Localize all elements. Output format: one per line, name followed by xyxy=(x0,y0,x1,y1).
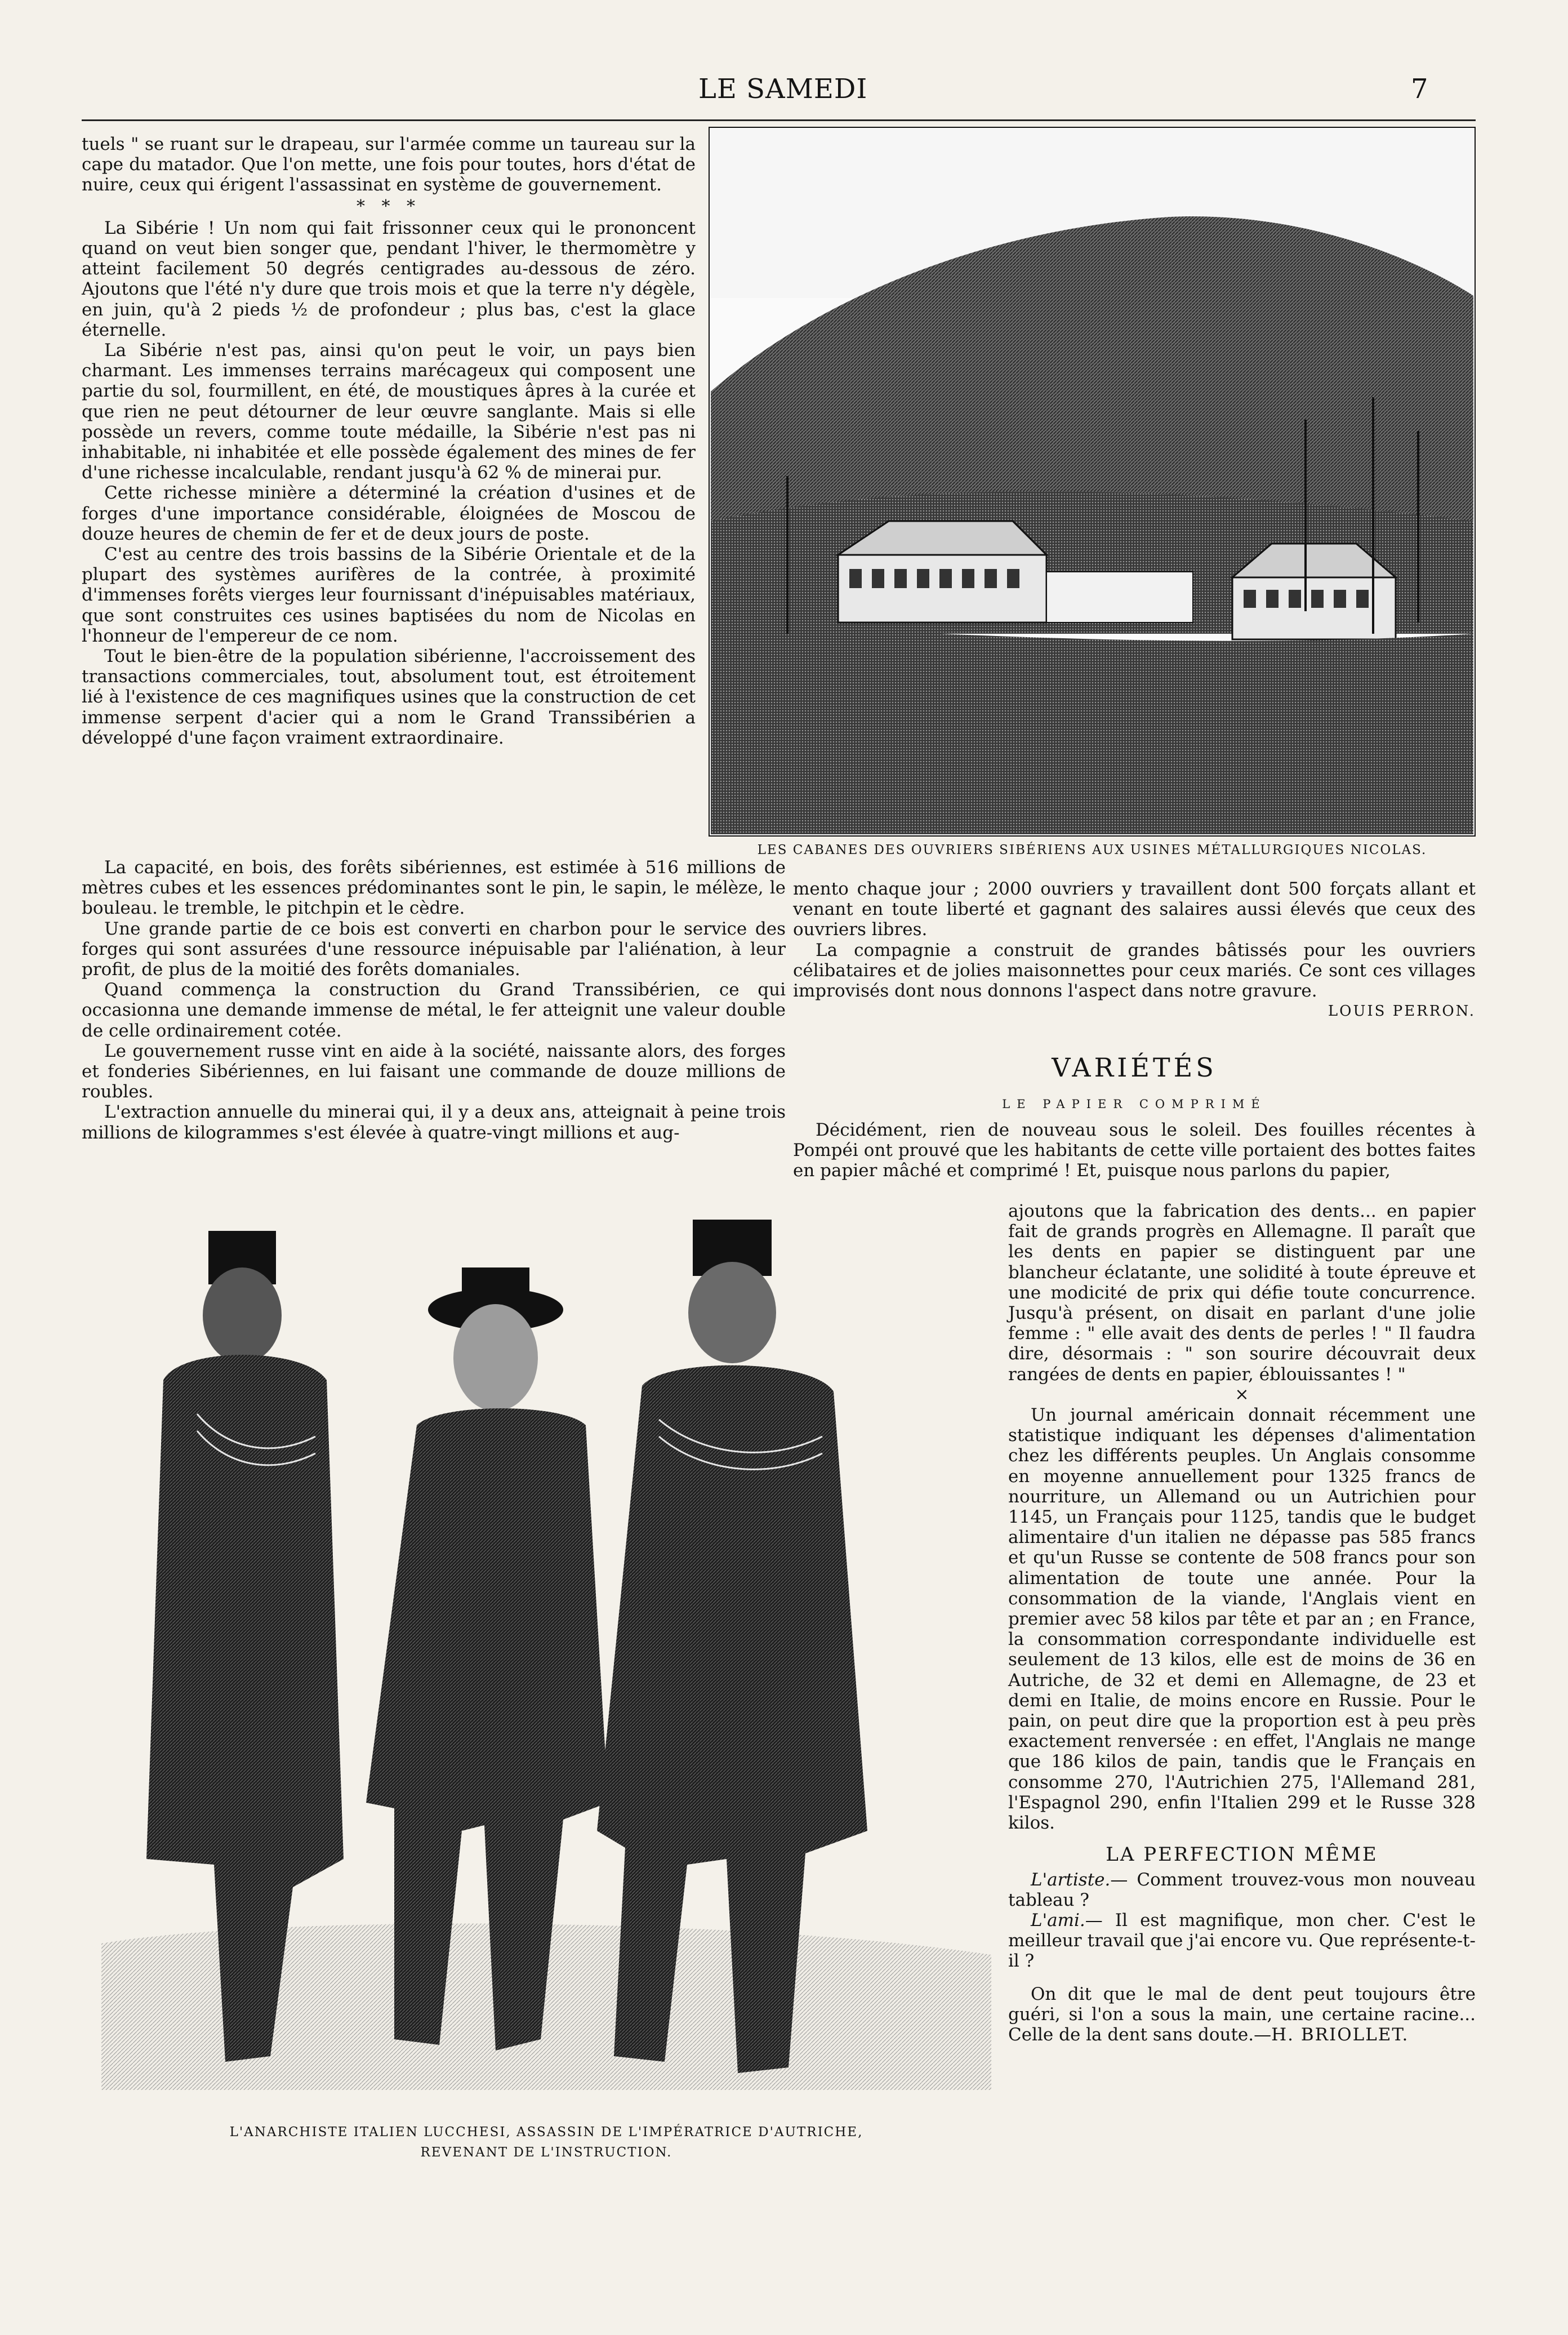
figure-bottom-caption-line1: L'ANARCHISTE ITALIEN LUCCHESI, ASSASSIN DE L'IMPÉRATRICE D'AUTRICHE, xyxy=(229,2125,863,2140)
dialogue-line-friend xyxy=(1008,1910,1476,1972)
section-subtitle-papier: LE PAPIER COMPRIMÉ xyxy=(1002,1097,1267,1111)
paragraph: La Sibérie n'est pas, ainsi qu'on peut le voir, un pays bien charmant. Les immenses terrains marécageux qui composent une partie du sol, fourmillent, en été, de moustiques âpres à la curée et que rien ne peut détourner de leur œuvre sanglante. Mais si elle possède un revers, comme toute médaille, la Sibérie n'est pas ni inhabitable, ni inhabitée et elle possède également des mines de fer d'une richesse incalculable, rendant jusqu'à 62 % de minerai pur. xyxy=(82,340,696,483)
closing-text: On dit que le mal de dent peut toujours être guéri, si l'on a sous la main, une certaine racine... Celle de la dent sans doute.— xyxy=(1008,1983,1476,2045)
section-separator: × xyxy=(1235,1384,1249,1404)
header-rule xyxy=(82,119,1476,121)
figure-bottom-caption-line2: REVENANT DE L'INSTRUCTION. xyxy=(420,2145,672,2160)
section-title-varietes: VARIÉTÉS xyxy=(1052,1052,1217,1083)
paragraph: ajoutons que la fabrication des dents... en papier fait de grands progrès en Allemagne. Il paraît que les dents en papier se distinguent par une blancheur éclatante, une solidité à toute épreuve et une modicité de prix qui défie toute concurrence. Jusqu'à présent, on disait en parlant d'une jolie femme : " elle avait des dents de perles ! " Il faudra dire, désormais : " son sourire découvrait deux rangées de dents en papier, éblouissantes ! " xyxy=(1008,1201,1476,1385)
cabin-right xyxy=(1232,544,1396,639)
paragraph: Le gouvernement russe vint en aide à la société, naissante alors, des forges et fonderies Sibériennes, en lui faisant une commande de douze millions de roubles. xyxy=(82,1040,786,1102)
varietes-intro xyxy=(793,1120,1476,1181)
right-column-lower xyxy=(1008,1201,1476,2045)
closing-signature: H. BRIOLLET. xyxy=(1271,2024,1409,2045)
paragraph: tuels " se ruant sur le drapeau, sur l'armée comme un taureau sur la cape du matador. Que l'on mette, une fois pour toutes, hors d'état de nuire, ceux qui érigent l'assassinat en système de gouvernement. xyxy=(82,134,696,195)
paragraph: Quand commença la construction du Grand Transsibérien, ce qui occasionna une demande immense de métal, le fer atteignit une valeur double de celle ordinairement cotée. xyxy=(82,980,786,1041)
dialogue-line-artist xyxy=(1008,1870,1476,1910)
paragraph: mento chaque jour ; 2000 ouvriers y travaillent dont 500 forçats allant et venant en toute liberté et gagnant des salaires aussi élevés que ceux des ouvriers libres. xyxy=(793,879,1476,940)
anarchist-engraving-image xyxy=(101,1211,991,2090)
masthead-title: LE SAMEDI xyxy=(698,73,868,105)
paragraph: La Sibérie ! Un nom qui fait frissonner ceux qui le prononcent quand on veut bien songer que, pendant l'hiver, le thermomètre y atteint facilement 50 degrés centigrades au-dessous de zéro. Ajoutons que l'été n'y dure que trois mois et que la terre n'y dégèle, en juin, qu'à 2 pieds ½ de profondeur ; plus bas, c'est la glace éternelle. xyxy=(82,217,696,340)
paragraph: L'extraction annuelle du minerai qui, il y a deux ans, atteignait à peine trois millions de kilogrammes s'est élevée à quatre-vingt millions et aug- xyxy=(82,1102,786,1143)
section-separator: * * * xyxy=(356,196,421,216)
speaker-label: L'ami. xyxy=(1031,1910,1085,1931)
page-number: 7 xyxy=(1411,73,1429,105)
speaker-label: L'artiste. xyxy=(1031,1869,1111,1890)
paragraph: Une grande partie de ce bois est converti en charbon pour le service des forges qui sont assurées d'une ressource inépuisable par l'aliénation, à leur profit, de plus de la moitié des forêts domaniales. xyxy=(82,918,786,980)
author-signature: LOUIS PERRON. xyxy=(1328,1003,1476,1020)
paragraph: La capacité, en bois, des forêts sibériennes, est estimée à 516 millions de mètres cubes et les essences prédominantes sont le pin, le sapin, le mélèze, le bouleau. le tremble, le pitchpin et le cèdre. xyxy=(82,857,786,919)
dialogue-text: — Comment trouvez-vous mon nouveau tableau ? xyxy=(1008,1869,1476,1910)
paragraph: C'est au centre des trois bassins de la Sibérie Orientale et de la plupart des systèmes aurifères de la contrée, à proximité d'immenses forêts vierges leur fournissant d'inépuisables matériaux, que sont construites ces usines baptisées du nom de Nicolas en l'honneur de l'empereur de ce nom. xyxy=(82,544,696,646)
paragraph: Un journal américain donnait récemment une statistique indiquant les dépenses d'alimentation chez les différents peuples. Un Anglais consomme en moyenne annuellement pour 1325 francs de nourriture, un Allemand ou un Autrichien pour 1145, un Français pour 1125, tandis que le budget alimentaire d'un italien ne dépasse pas 585 francs et qu'un Russe se contente de 508 francs pour son alimentation de toute une année. Pour la consommation de la viande, l'Anglais vient en premier avec 58 kilos par tête et par an ; en France, la consommation correspondante individuelle est seulement de 13 kilos, elle est de moins de 36 en Autriche, de 32 et demi en Allemagne, de 23 et demi en Italie, de moins encore en Russie. Pour le pain, on peut dire que la proportion est à peu près exactement renversée : en effet, l'Anglais ne mange que 186 kilos de pain, tandis que le Français en consomme 270, l'Autrichien 275, l'Allemand 281, l'Espagnol 290, enfin l'Italien 299 et le Russe 328 kilos. xyxy=(1008,1405,1476,1834)
left-column-upper xyxy=(82,134,696,748)
figure-siberian-cabins xyxy=(709,127,1476,837)
dialogue-text: — Il est magnifique, mon cher. C'est le meilleur travail que j'ai encore vu. Que représente-t-il ? xyxy=(1008,1910,1476,1972)
paragraph: La compagnie a construit de grandes bâtissés pour les ouvriers célibataires et de jolies maisonnettes pour ceux mariés. Ce sont ces villages improvisés dont nous donnons l'aspect dans notre gravure. xyxy=(793,940,1476,1002)
right-column-upper xyxy=(793,879,1476,1021)
section-title-perfection: LA PERFECTION MÊME xyxy=(1106,1843,1378,1866)
paragraph: Tout le bien-être de la population sibérienne, l'accroissement des transactions commerciales, tout, absolument tout, est étroitement lié à l'existence de ces magnifiques usines que la construction de cet immense serpent d'acier qui a nom le Grand Transsibérien a développé d'une façon vraiment extraordinaire. xyxy=(82,646,696,748)
figure-top-caption: LES CABANES DES OUVRIERS SIBÉRIENS AUX USINES MÉTALLURGIQUES NICOLAS. xyxy=(757,843,1427,857)
cabins-engraving-image xyxy=(709,127,1476,837)
figure-anarchist xyxy=(101,1211,991,2090)
closing-paragraph xyxy=(1008,1984,1476,2045)
left-column-wide xyxy=(82,857,786,1143)
paragraph: Décidément, rien de nouveau sous le soleil. Des fouilles récentes à Pompéi ont prouvé que les habitants de cette ville portaient des bottes faites en papier mâché et comprimé ! Et, puisque nous parlons du papier, xyxy=(793,1120,1476,1181)
paragraph: Cette richesse minière a déterminé la création d'usines et de forges d'une importance considérable, éloignées de Moscou de douze heures de chemin de fer et de deux jours de poste. xyxy=(82,483,696,544)
